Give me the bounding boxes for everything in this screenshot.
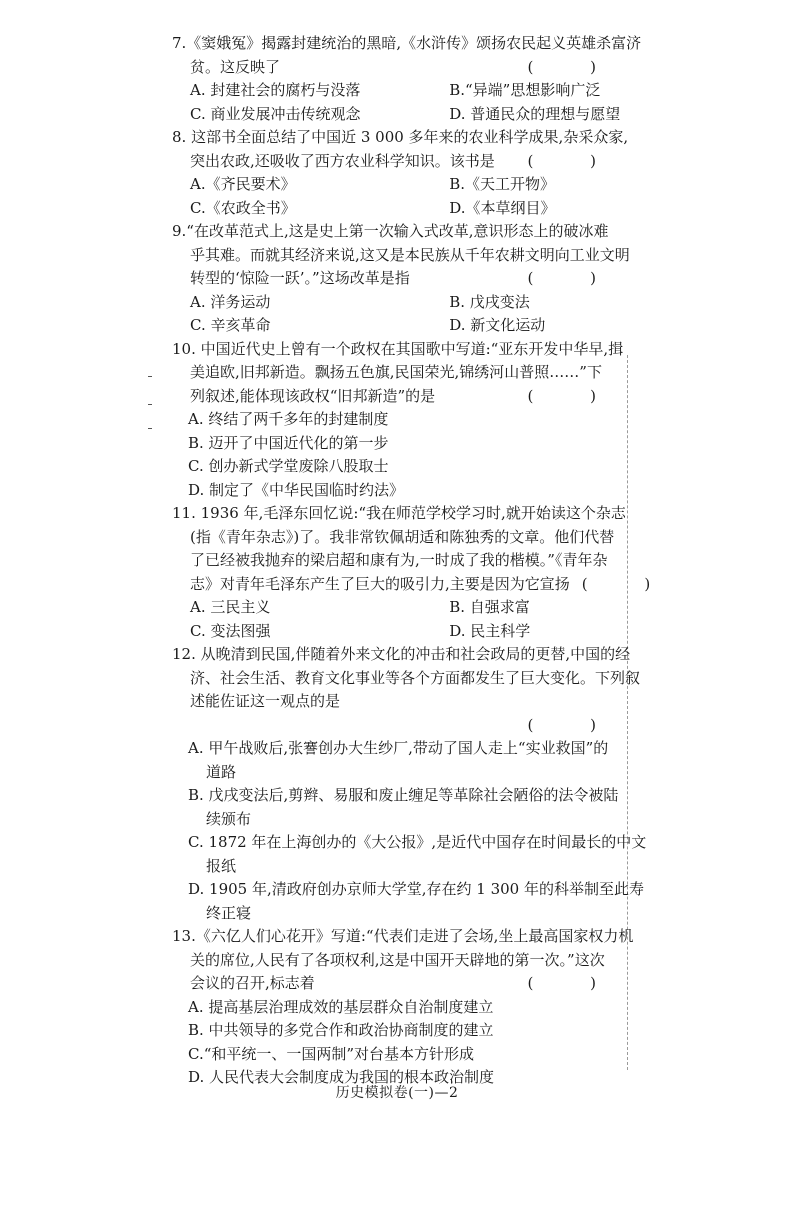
question-stem-line: 12. 从晚清到民国,伴随着外来文化的冲击和社会政局的更替,中国的经	[172, 645, 631, 663]
option-a-continued: 道路	[206, 762, 237, 781]
option-b: B. 中共领导的多党合作和政治协商制度的建立	[188, 1021, 494, 1039]
option-b: B.“异端”思想影响广泛	[449, 81, 601, 99]
answer-bracket: ( )	[527, 386, 622, 405]
question-7	[172, 32, 642, 126]
option-a: A. 提高基层治理成效的基层群众自治制度建立	[188, 997, 494, 1016]
option-d: D. 民主科学	[449, 621, 531, 640]
answer-bracket: ( )	[527, 151, 622, 170]
question-8	[172, 126, 629, 220]
question-11	[172, 502, 677, 643]
option-b: B.《天工开物》	[449, 175, 555, 193]
option-c: C.“和平统一、一国两制”对台基本方针形成	[188, 1044, 475, 1063]
question-stem-line: 会议的召开,标志着	[190, 974, 315, 992]
answer-bracket: ( )	[527, 715, 622, 734]
answer-bracket: ( )	[527, 269, 622, 287]
option-c: C.《农政全书》	[190, 198, 296, 217]
option-a: A.《齐民要术》	[190, 175, 296, 193]
question-list	[172, 32, 677, 1090]
option-d: D. 新文化运动	[449, 316, 546, 334]
page-footer: 历史模拟卷(一)—2	[335, 1085, 459, 1101]
question-stem-line: 7.《窦娥冤》揭露封建统治的黑暗,《水浒传》颂扬农民起义英雄杀富济	[172, 34, 642, 52]
option-b: B. 迈开了中国近代化的第一步	[188, 433, 389, 452]
question-stem-line: 述能佐证这一观点的是	[190, 692, 341, 710]
option-c: C. 1872 年在上海创办的《大公报》,是近代中国存在时间最长的中文	[188, 833, 647, 851]
question-stem-line: 济、社会生活、教育文化事业等各个方面都发生了巨大变化。下列叙	[190, 668, 641, 687]
question-stem-line: 美追欧,旧邦新造。飘扬五色旗,民国荣光,锦绣河山普照……”下	[190, 363, 602, 381]
option-a: A. 甲午战败后,张謇创办大生纱厂,带动了国人走上“实业救国”的	[188, 739, 609, 757]
question-stem-line: 9.“在改革范式上,这是史上第一次输入式改革,意识形态上的破冰难	[172, 222, 609, 240]
option-a: A. 封建社会的腐朽与没落	[190, 81, 361, 99]
question-10	[172, 338, 622, 503]
option-d: D. 制定了《中华民国临时约法》	[188, 480, 405, 499]
question-stem-line: 11. 1936 年,毛泽东回忆说:“我在师范学校学习时,就开始读这个杂志	[172, 504, 626, 522]
option-a: A. 三民主义	[190, 598, 271, 616]
option-c: C. 创办新式学堂废除八股取士	[188, 457, 389, 475]
question-stem-line: (指《青年杂志》)了。我非常钦佩胡适和陈独秀的文章。他们代替	[190, 527, 615, 546]
option-a: A. 终结了两千多年的封建制度	[188, 410, 389, 428]
option-b: B. 戊戌变法	[449, 292, 530, 311]
question-12	[172, 643, 647, 925]
option-b-continued: 续颁布	[206, 809, 252, 828]
margin-tick	[148, 376, 152, 377]
question-stem-line: 贫。这反映了	[190, 57, 281, 76]
binding-line	[627, 355, 628, 1070]
question-stem-line: 了已经被我抛弃的梁启超和康有为,一时成了我的楷模。”《青年杂	[190, 551, 608, 569]
answer-bracket: ( )	[527, 974, 622, 992]
option-c: C. 商业发展冲击传统观念	[190, 104, 361, 123]
option-c-continued: 报纸	[206, 856, 237, 875]
question-9	[172, 220, 630, 338]
option-d-continued: 终正寝	[206, 903, 252, 922]
margin-tick	[148, 428, 152, 429]
option-a: A. 洋务运动	[190, 292, 271, 311]
question-stem-line: 10. 中国近代史上曾有一个政权在其国歌中写道:“亚东开发中华早,揖	[172, 339, 624, 358]
question-stem-line: 关的席位,人民有了各项权利,这是中国开天辟地的第一次。”这次	[190, 950, 605, 969]
option-c: C. 变法图强	[190, 621, 271, 640]
question-stem-line: 转型的‘惊险一跃’。”这场改革是指	[190, 269, 410, 287]
question-stem-line: 列叙述,能体现该政权“旧邦新造”的是	[190, 386, 436, 405]
question-stem-line: 志》对青年毛泽东产生了巨大的吸引力,主要是因为它宣扬	[190, 574, 570, 593]
option-b: B. 戊戌变法后,剪辫、易服和废止缠足等革除社会陋俗的法令被陆	[188, 786, 619, 804]
question-stem-line: 13.《六亿人们心花开》写道:“代表们走进了会场,坐上最高国家权力机	[172, 927, 634, 945]
margin-tick	[148, 404, 152, 405]
question-stem-line: 乎其难。而就其经济来说,这又是本民族从千年农耕文明向工业文明	[190, 245, 630, 264]
answer-bracket: ( )	[527, 57, 622, 76]
option-d: D. 普通民众的理想与愿望	[449, 104, 621, 123]
question-13	[172, 925, 634, 1090]
option-b: B. 自强求富	[449, 598, 530, 616]
option-c: C. 辛亥革命	[190, 316, 271, 334]
answer-bracket: ( )	[581, 574, 677, 593]
question-stem-line: 突出农政,还吸收了西方农业科学知识。该书是	[190, 151, 495, 170]
option-d: D. 1905 年,清政府创办京师大学堂,存在约 1 300 年的科举制至此寿	[188, 880, 644, 898]
option-d: D. 人民代表大会制度成为我国的根本政治制度	[188, 1068, 495, 1086]
question-stem-line: 8. 这部书全面总结了中国近 3 000 多年来的农业科学成果,杂采众家,	[172, 128, 629, 146]
option-d: D.《本草纲目》	[449, 198, 556, 217]
